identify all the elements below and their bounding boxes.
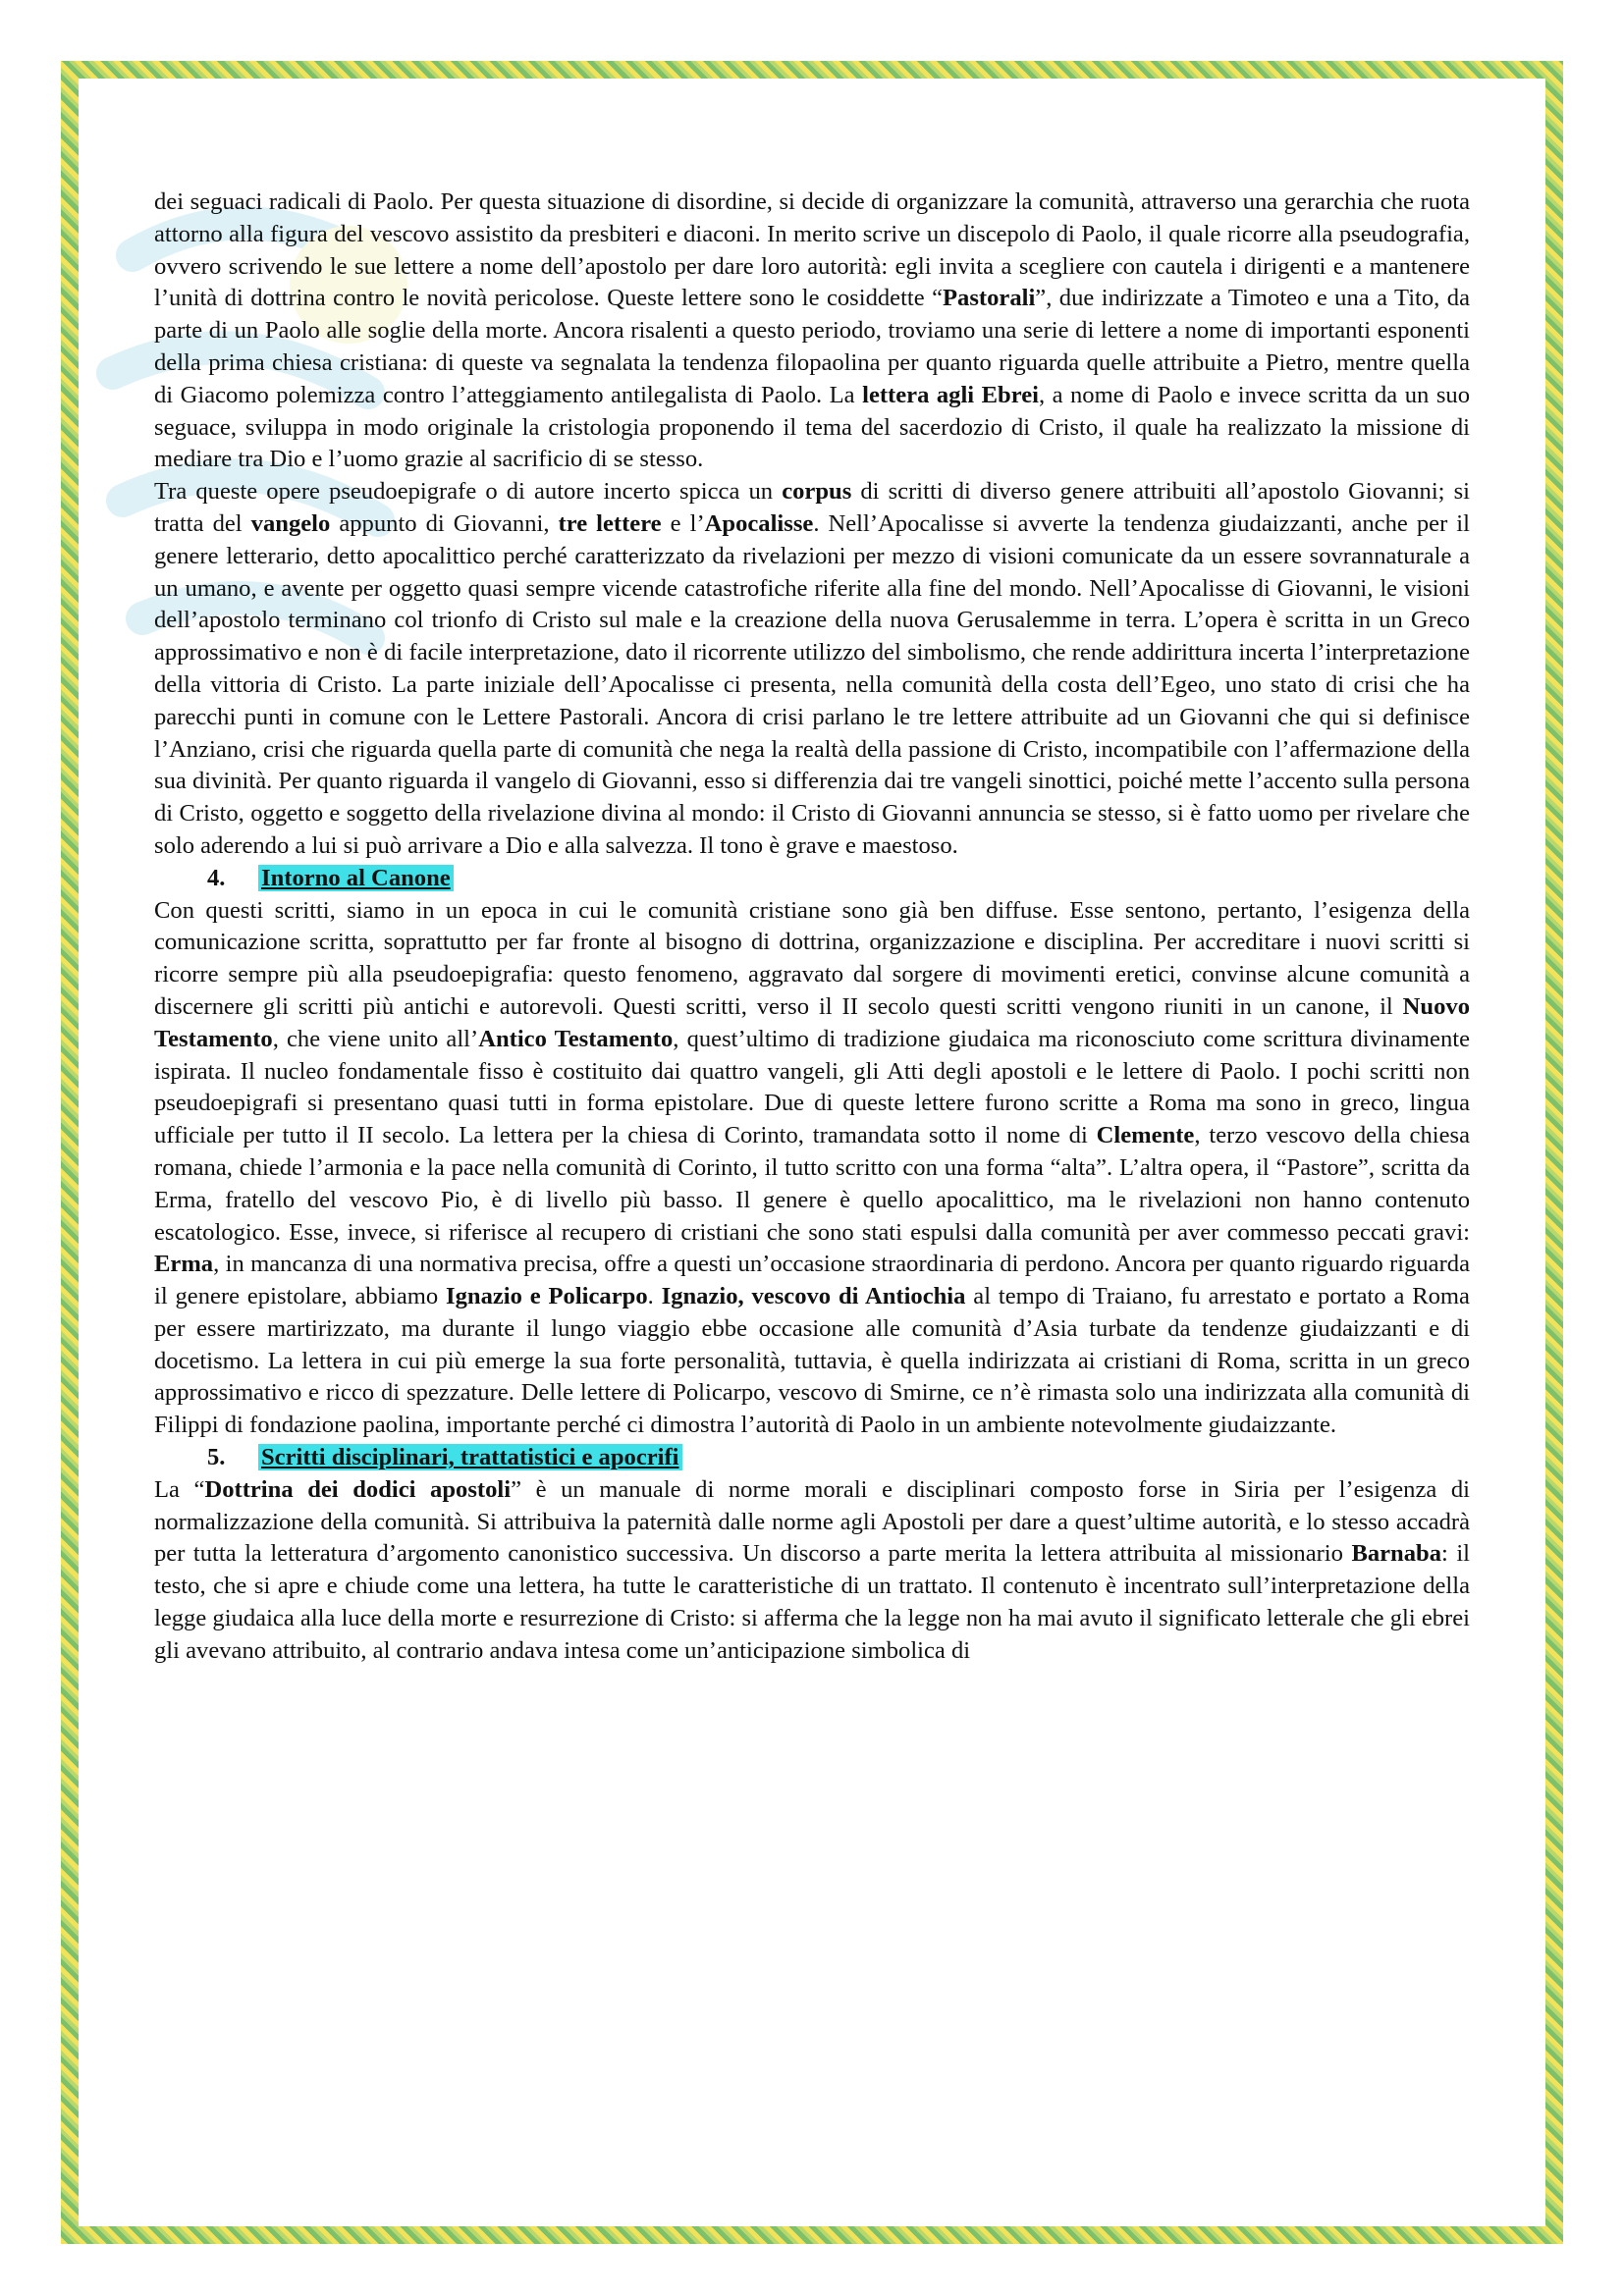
text-run: Tra queste opere pseudoepigrafe o di autore incerto spicca un — [154, 478, 783, 506]
bold-term: corpus — [782, 478, 852, 506]
section-heading-canone — [154, 863, 1470, 895]
text-run: . Nell’Apocalisse si avverte la tendenza giudaizzanti, anche per il genere letterario, detto apocalittico perché caratterizzato da rivelazioni per mezzo di visioni comunicate da un essere sovrannaturale a un umano, e avente per oggetto quasi sempre vicende catastrofiche riferite alla fine del mondo. Nell’Apocalisse di Giovanni, le visioni dell’apostolo terminano col trionfo di Cristo sul male e la creazione della nuova Gerusalemme in terra. L’opera è scritta in un Greco approssimativo e non è di facile interpretazione, dato il ricorrente utilizzo del simbolismo, che rende addirittura incerta l’interpretazione della vittoria di Cristo. La parte iniziale dell’Apocalisse ci presenta, nella comunità della costa dell’Egeo, uno stato di crisi che ha parecchi punti in comune con le Lettere Pastorali. Ancora di crisi parlano le tre lettere attribuite ad un Giovanni che qui si definisce l’Anziano, crisi che riguarda quella parte di comunità che nega la realtà della passione di Cristo, incompatibile con l’affermazione della sua divinità. Per quanto riguarda il vangelo di Giovanni, esso si differenzia dai tre vangeli sinottici, poiché mette l’accento sulla persona di Cristo, oggetto e soggetto della rivelazione divina al mondo: il Cristo di Giovanni annuncia se stesso, si è fatto uomo per rivelare che solo aderendo a lui si può arrivare a Dio e alla salvezza. Il tono è grave e maestoso. — [154, 509, 1470, 859]
bold-term: Nuovo Testamento — [154, 992, 1470, 1052]
bold-term: Barnaba — [1351, 1540, 1442, 1568]
paragraph-intro — [154, 187, 1470, 476]
text-run: ”, due indirizzate a Timoteo e una a Tito, da parte di un Paolo alle soglie della morte. Ancora risalenti a questo periodo, troviamo una serie di lettere a nome di importanti esponenti della prima chiesa cristiana: di queste va segnalata la tendenza filopaolina per quanto riguarda quelle attribuite a Pietro, mentre quella di Giacomo polemizza contro l’atteggiamento antilegalista di Paolo. La — [154, 285, 1470, 408]
text-run: : il testo, che si apre e chiude come una lettera, ha tutte le caratteristiche di un trattato. Il contenuto è incentrato sull’interpretazione della legge giudaica alla luce della morte e resurrezione di Cristo: si afferma che la legge non ha mai avuto il significato letterale che gli ebrei gli avevano attribuito, al contrario andava intesa come un’anticipazione simbolica di — [154, 1540, 1471, 1664]
bold-term: lettera agli Ebrei — [862, 381, 1039, 408]
bold-term: Clemente — [1096, 1122, 1195, 1149]
text-run: La “ — [154, 1475, 205, 1503]
bold-term: Dottrina dei dodici apostoli — [204, 1475, 512, 1503]
bold-term: vangelo — [250, 509, 331, 537]
bold-term: Ignazio, vescovo di Antiochia — [661, 1283, 966, 1310]
text-run: dei seguaci radicali di Paolo. Per questa situazione di disordine, si decide di organizzare la comunità, attraverso una gerarchia che ruota attorno alla figura del vescovo assistito da presbiteri e diaconi. In merito scrive un discepolo di Paolo, il quale ricorre alla pseudografia, ovvero scrivendo le sue lettere a nome dell’apostolo per dare loro autorità: egli invita a scegliere con cautela i dirigenti e a mantenere l’unità di dottrina contro le novità pericolose. Queste lettere sono le cosiddette “ — [154, 188, 1470, 312]
paragraph-canone — [154, 895, 1470, 1443]
text-run: al tempo di Traiano, fu arrestato e portato a Roma per essere martirizzato, ma durante il lungo viaggio ebbe occasione alle comunità d’Asia turbate da tendenze giudaizzanti e di docetismo. La lettera in cui più emerge la sua forte personalità, tuttavia, è quella indirizzata ai cristiani di Roma, scritta in un greco approssimativo e ricco di spezzature. Delle lettere di Policarpo, vescovo di Smirne, ce n’è rimasta solo una indirizzata alla comunità di Filippi di fondazione paolina, importante perché ci dimostra l’autorità di Paolo in un ambiente notevolmente giudaizzante. — [154, 1283, 1470, 1439]
bold-term: Erma — [154, 1251, 214, 1278]
text-run: , terzo vescovo della chiesa romana, chiede l’armonia e la pace nella comunità di Corinto, il tutto scritto con una forma “alta”. L’altra opera, il “Pastore”, scritta da Erma, fratello del vescovo Pio, è di livello più basso. Il genere è quello apocalittico, ma le rivelazioni non hanno contenuto escatologico. Esse, invece, si riferisce al recupero di cristiani che sono stati espulsi dalla comunità per aver commesso peccati gravi: — [154, 1122, 1470, 1246]
text-run: , quest’ultimo di tradizione giudaica ma riconosciuto come scrittura divinamente ispirata. Il nucleo fondamentale fisso è costituito dai quattro vangeli, gli Atti degli apostoli e le lettere di Paolo. I pochi scritti non pseudoepigrafi si presentano quasi tutti in forma epistolare. Due di queste lettere furono scritte a Roma ma sono in greco, lingua ufficiale per tutto il II secolo. La lettera per la chiesa di Corinto, tramandata sotto il nome di — [154, 1025, 1470, 1149]
text-run: , in mancanza di una normativa precisa, offre a questi un’occasione straordinaria di perdono. Ancora per quanto riguardo riguarda il genere epistolare, abbiamo — [154, 1251, 1470, 1310]
text-run: . — [647, 1283, 662, 1310]
bold-term: Antico Testamento — [478, 1025, 674, 1052]
text-run: , a nome di Paolo e invece scritta da un suo seguace, sviluppa in modo originale la cristologia proponendo il tema del sacerdozio di Cristo, il quale ha realizzato la missione di mediare tra Dio e l’uomo grazie al sacrificio di se stesso. — [154, 381, 1470, 473]
section-title: Intorno al Canone — [258, 865, 454, 891]
section-number: 4. — [207, 864, 226, 891]
section-number: 5. — [207, 1444, 226, 1471]
bold-term: Apocalisse — [704, 509, 814, 537]
text-run: di scritti di diverso genere attribuiti all’apostolo Giovanni; si tratta del — [154, 478, 1470, 537]
bold-term: tre lettere — [558, 509, 662, 537]
text-run: , che viene unito all’ — [272, 1025, 479, 1052]
bold-term: Pastorali — [943, 285, 1036, 312]
bold-term: Ignazio e Policarpo — [446, 1283, 648, 1310]
text-run: ” è un manuale di norme morali e disciplinari composto forse in Siria per l’esigenza di normalizzazione della comunità. Si attribuiva la paternità dalle norme agli Apostoli per dare a quest’ultime autorità, e lo stesso accadrà per tutta la letteratura d’argomento canonistico successiva. Un discorso a parte merita la lettera attribuita al missionario — [154, 1475, 1470, 1568]
text-run: Con questi scritti, siamo in un epoca in cui le comunità cristiane sono già ben diffuse. Esse sentono, pertanto, l’esigenza della comunicazione scritta, soprattutto per far fronte al bisogno di dottrina, organizzazione e disciplina. Per accreditare i nuovi scritti si ricorre sempre più alla pseudoepigrafia: questo fenomeno, aggravato dal sorgere di movimenti eretici, convinse alcune comunità a discernere gli scritti più antichi e autorevoli. Questi scritti, verso il II secolo questi scritti vengono riuniti in un canone, il — [154, 896, 1470, 1020]
text-run: e l’ — [661, 509, 705, 537]
paragraph-corpus — [154, 476, 1470, 863]
paragraph-scritti — [154, 1474, 1470, 1668]
section-heading-scritti — [154, 1442, 1470, 1474]
document-body — [154, 187, 1470, 1668]
text-run: appunto di Giovanni, — [330, 509, 559, 537]
section-title: Scritti disciplinari, trattatistici e apocrifi — [258, 1444, 682, 1470]
